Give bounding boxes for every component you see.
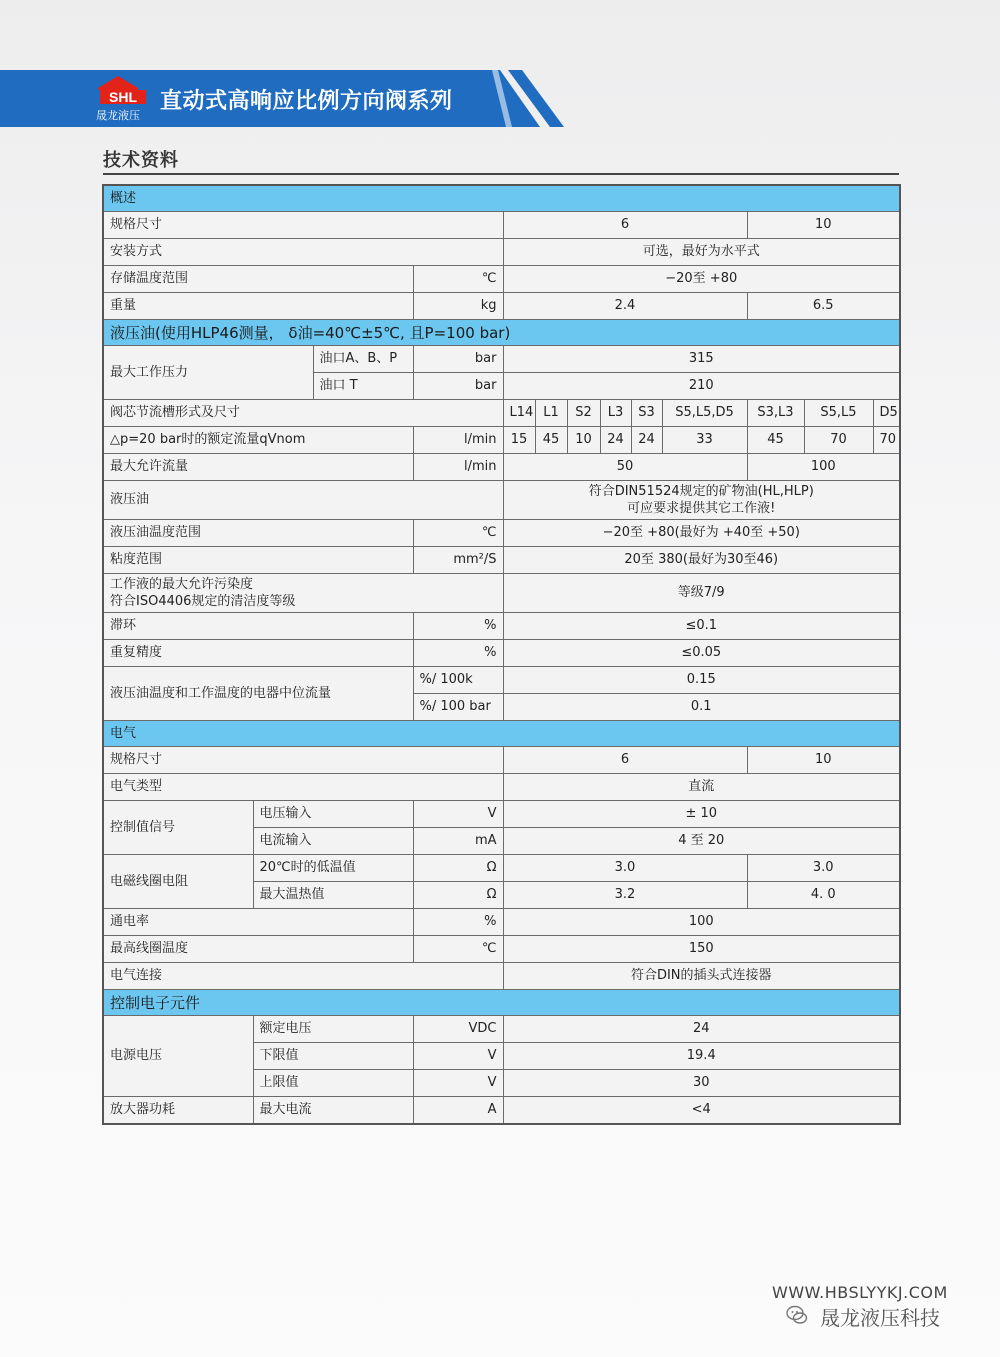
spool-type: S2 bbox=[567, 400, 600, 427]
table-row bbox=[103, 481, 900, 520]
cell-value: −20至 +80 bbox=[503, 266, 900, 293]
unit: % bbox=[413, 640, 503, 667]
flow-value: 24 bbox=[631, 427, 662, 454]
cell-value: 直流 bbox=[503, 774, 900, 801]
row-label: 阀芯节流槽形式及尺寸 bbox=[103, 400, 503, 427]
cell-value: 150 bbox=[503, 936, 900, 963]
cell-value: 6 bbox=[503, 747, 747, 774]
unit: ℃ bbox=[413, 936, 503, 963]
row-label: 重量 bbox=[103, 293, 413, 320]
table-row bbox=[103, 801, 900, 828]
row-label: 粘度范围 bbox=[103, 547, 413, 574]
section-general: 概述 bbox=[103, 185, 900, 212]
row-label: 液压油温度范围 bbox=[103, 520, 413, 547]
table-row bbox=[103, 747, 900, 774]
row-label: 安装方式 bbox=[103, 239, 503, 266]
flow-value: 10 bbox=[567, 427, 600, 454]
sub-label: 电压输入 bbox=[253, 801, 413, 828]
unit: mm²/S bbox=[413, 547, 503, 574]
cell-value: 6 bbox=[503, 212, 747, 239]
sub-label: 油口 T bbox=[313, 373, 413, 400]
unit: % bbox=[413, 909, 503, 936]
unit: mA bbox=[413, 828, 503, 855]
flow-value: 70 bbox=[804, 427, 873, 454]
sub-label: 最大电流 bbox=[253, 1097, 413, 1125]
flow-value: 15 bbox=[503, 427, 535, 454]
row-label: 最大工作压力 bbox=[103, 346, 313, 400]
row-label bbox=[103, 574, 503, 613]
section-title: 技术资料 bbox=[103, 150, 179, 171]
table-row bbox=[103, 640, 900, 667]
logo-text: 晟龙液压 bbox=[96, 109, 140, 122]
table-section-header bbox=[103, 185, 900, 212]
sub-label: 上限值 bbox=[253, 1070, 413, 1097]
cell-value: 3.2 bbox=[503, 882, 747, 909]
row-label: △p=20 bar时的额定流量qVnom bbox=[103, 427, 413, 454]
table-row bbox=[103, 574, 900, 613]
table-row bbox=[103, 963, 900, 990]
table-row bbox=[103, 454, 900, 481]
contam-line-1: 工作液的最大允许污染度 bbox=[110, 577, 254, 592]
divider bbox=[103, 173, 899, 175]
cell-value: 19.4 bbox=[503, 1043, 900, 1070]
spec-table bbox=[102, 184, 901, 1125]
cell-value: <4 bbox=[503, 1097, 900, 1125]
cell-value: ≤0.1 bbox=[503, 613, 900, 640]
company-logo bbox=[96, 76, 156, 122]
table-row bbox=[103, 667, 900, 694]
table-row bbox=[103, 266, 900, 293]
table-row bbox=[103, 855, 900, 882]
cell-value: 100 bbox=[747, 454, 900, 481]
unit: kg bbox=[413, 293, 503, 320]
spool-type: L14 bbox=[503, 400, 535, 427]
row-label: 电气连接 bbox=[103, 963, 503, 990]
unit: V bbox=[413, 1043, 503, 1070]
unit: %/ 100 bar bbox=[413, 694, 503, 721]
table-row bbox=[103, 400, 900, 427]
cell-value: 10 bbox=[747, 747, 900, 774]
row-label: 放大器功耗 bbox=[103, 1097, 253, 1125]
cell-value bbox=[503, 481, 900, 520]
table-row bbox=[103, 774, 900, 801]
cell-value: 10 bbox=[747, 212, 900, 239]
unit: bar bbox=[413, 346, 503, 373]
sub-label: 20℃时的低温值 bbox=[253, 855, 413, 882]
table-row bbox=[103, 239, 900, 266]
contam-line-2: 符合ISO4406规定的清洁度等级 bbox=[110, 594, 296, 609]
spool-type: S3,L3 bbox=[747, 400, 804, 427]
table-row bbox=[103, 212, 900, 239]
spool-type: D5 bbox=[873, 400, 900, 427]
spool-type: L1 bbox=[535, 400, 567, 427]
cell-value: 等级7/9 bbox=[503, 574, 900, 613]
table-row bbox=[103, 1097, 900, 1125]
unit: l/min bbox=[413, 427, 503, 454]
row-label: 通电率 bbox=[103, 909, 413, 936]
row-label: 最大允许流量 bbox=[103, 454, 413, 481]
row-label: 存储温度范围 bbox=[103, 266, 413, 293]
table-row bbox=[103, 613, 900, 640]
cell-value: 6.5 bbox=[747, 293, 900, 320]
cell-value: 可选，最好为水平式 bbox=[503, 239, 900, 266]
unit: %/ 100k bbox=[413, 667, 503, 694]
spool-type: S3 bbox=[631, 400, 662, 427]
row-label: 液压油温度和工作温度的电器中位流量 bbox=[103, 667, 413, 721]
table-row bbox=[103, 547, 900, 574]
table-row bbox=[103, 520, 900, 547]
footer-brand bbox=[820, 1302, 940, 1331]
cell-value: ≤0.05 bbox=[503, 640, 900, 667]
cell-value: −20至 +80(最好为 +40至 +50) bbox=[503, 520, 900, 547]
cell-value: 315 bbox=[503, 346, 900, 373]
cell-value: 3.0 bbox=[503, 855, 747, 882]
cell-value: 24 bbox=[503, 1016, 900, 1043]
cell-value: 20至 380(最好为30至46) bbox=[503, 547, 900, 574]
table-row bbox=[103, 909, 900, 936]
unit: bar bbox=[413, 373, 503, 400]
unit: A bbox=[413, 1097, 503, 1125]
flow-value: 24 bbox=[600, 427, 631, 454]
table-row bbox=[103, 1016, 900, 1043]
table-row bbox=[103, 293, 900, 320]
section-electrical: 电气 bbox=[103, 721, 900, 747]
cell-value: 210 bbox=[503, 373, 900, 400]
row-label: 液压油 bbox=[103, 481, 503, 520]
flow-value: 45 bbox=[747, 427, 804, 454]
flow-value: 45 bbox=[535, 427, 567, 454]
table-row bbox=[103, 936, 900, 963]
unit: V bbox=[413, 1070, 503, 1097]
table-section-header bbox=[103, 990, 900, 1016]
table-section-header bbox=[103, 320, 900, 346]
row-label: 规格尺寸 bbox=[103, 212, 503, 239]
unit: % bbox=[413, 613, 503, 640]
cell-value: ± 10 bbox=[503, 801, 900, 828]
row-label: 电气类型 bbox=[103, 774, 503, 801]
cell-value: 100 bbox=[503, 909, 900, 936]
spool-type: S5,L5 bbox=[804, 400, 873, 427]
website-url[interactable]: WWW.HBSLYYKJ.COM bbox=[772, 1283, 948, 1302]
sub-label: 油口A、B、P bbox=[313, 346, 413, 373]
spool-type: S5,L5,D5 bbox=[662, 400, 747, 427]
flow-value: 33 bbox=[662, 427, 747, 454]
cell-value: 2.4 bbox=[503, 293, 747, 320]
row-label: 重复精度 bbox=[103, 640, 413, 667]
table-section-header bbox=[103, 721, 900, 747]
sub-label: 电流输入 bbox=[253, 828, 413, 855]
unit: ℃ bbox=[413, 266, 503, 293]
sub-label: 下限值 bbox=[253, 1043, 413, 1070]
cell-value: 4. 0 bbox=[747, 882, 900, 909]
row-label: 控制值信号 bbox=[103, 801, 253, 855]
section-electronics: 控制电子元件 bbox=[103, 990, 900, 1016]
sub-label: 最大温热值 bbox=[253, 882, 413, 909]
section-hydraulic: 液压油(使用HLP46测量， δ油=40℃±5℃, 且P=100 bar) bbox=[103, 320, 900, 346]
unit: l/min bbox=[413, 454, 503, 481]
page-title: 直动式高响应比例方向阀系列 bbox=[160, 89, 453, 114]
fluid-line-2: 可应要求提供其它工作液! bbox=[627, 501, 776, 516]
logo-letters: SHL bbox=[109, 89, 137, 105]
row-label: 规格尺寸 bbox=[103, 747, 503, 774]
row-label: 电磁线圈电阻 bbox=[103, 855, 253, 909]
row-label: 最高线圈温度 bbox=[103, 936, 413, 963]
fluid-line-1: 符合DIN51524规定的矿物油(HL,HLP) bbox=[588, 484, 814, 499]
cell-value: 3.0 bbox=[747, 855, 900, 882]
wechat-icon bbox=[786, 1304, 808, 1326]
row-label: 电源电压 bbox=[103, 1016, 253, 1097]
cell-value: 0.1 bbox=[503, 694, 900, 721]
table-row bbox=[103, 346, 900, 373]
cell-value: 符合DIN的插头式连接器 bbox=[503, 963, 900, 990]
unit: Ω bbox=[413, 882, 503, 909]
unit: VDC bbox=[413, 1016, 503, 1043]
table-row bbox=[103, 427, 900, 454]
cell-value: 0.15 bbox=[503, 667, 900, 694]
row-label: 滞环 bbox=[103, 613, 413, 640]
unit: ℃ bbox=[413, 520, 503, 547]
flow-value: 70 bbox=[873, 427, 900, 454]
cell-value: 30 bbox=[503, 1070, 900, 1097]
unit: V bbox=[413, 801, 503, 828]
unit: Ω bbox=[413, 855, 503, 882]
cell-value: 4 至 20 bbox=[503, 828, 900, 855]
spool-type: L3 bbox=[600, 400, 631, 427]
footer-brand-text: 晟龙液压科技 bbox=[820, 1306, 940, 1330]
sub-label: 额定电压 bbox=[253, 1016, 413, 1043]
logo-mark-icon bbox=[98, 76, 148, 106]
cell-value: 50 bbox=[503, 454, 747, 481]
